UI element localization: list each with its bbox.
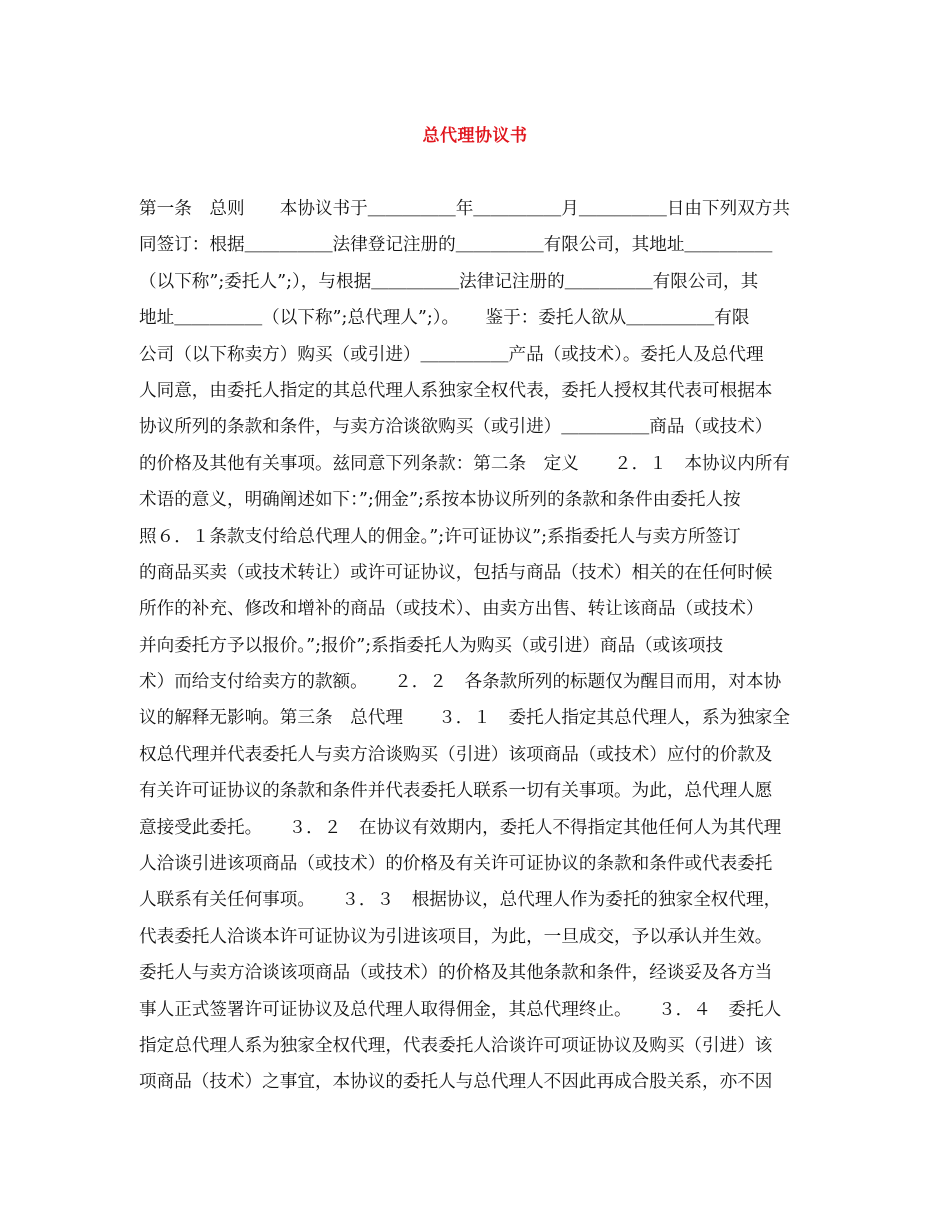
- body-line: 术）而给支付给卖方的款额。 ２．２ 各条款所列的标题仅为醒目而用，对本协: [139, 672, 782, 693]
- body-line: 权总代理并代表委托人与卖方洽谈购买（引进）该项商品（或技术）应付的价款及: [139, 744, 773, 765]
- body-line: 术语的意义，明确阐述如下：”;佣金”;系按本协议所列的条款和条件由委托人按: [139, 490, 741, 511]
- body-line: 所作的补充、修改和增补的商品（或技术）、由卖方出售、转让该商品（或技术）: [139, 599, 764, 620]
- body-line: 第一条 总则 本协议书于＿＿＿＿＿年＿＿＿＿＿月＿＿＿＿＿日由下列双方共: [139, 199, 790, 219]
- body-line: 有关许可证协议的条款和条件并代表委托人联系一切有关事项。为此，总代理人愿: [139, 781, 773, 802]
- body-line: 指定总代理人系为独家全权代理，代表委托人洽谈许可项证协议及购买（引进）该: [139, 1035, 773, 1056]
- body-line: 地址＿＿＿＿＿（以下称”;总代理人”;）。 鉴于：委托人欲从＿＿＿＿＿有限: [139, 308, 750, 329]
- body-line: 议的解释无影响。第三条 总代理 ３．１ 委托人指定其总代理人，系为独家全: [139, 708, 790, 729]
- body-line: 的商品买卖（或技术转让）或许可证协议，包括与商品（技术）相关的在任何时候: [139, 562, 773, 583]
- body-line: 人联系有关任何事项。 ３．３ 根据协议，总代理人作为委托的独家全权代理，: [139, 890, 782, 911]
- body-line: 人洽谈引进该项商品（或技术）的价格及有关许可证协议的条款和条件或代表委托: [139, 854, 773, 875]
- body-line: 项商品（技术）之事宜，本协议的委托人与总代理人不因此再成合股关系，亦不因: [139, 1072, 773, 1093]
- body-line: 的价格及其他有关事项。兹同意下列条款：第二条 定义 ２．１ 本协议内所有: [139, 453, 790, 474]
- body-line: 协议所列的条款和条件，与卖方洽谈欲购买（或引进）＿＿＿＿＿商品（或技术）: [139, 417, 773, 438]
- body-line: 同签订：根据＿＿＿＿＿法律登记注册的＿＿＿＿＿有限公司，其地址＿＿＿＿＿: [139, 235, 773, 256]
- body-line: 意接受此委托。 ３．２ 在协议有效期内，委托人不得指定其他任何人为其代理: [139, 817, 782, 838]
- body-line: 事人正式签署许可证协议及总代理人取得佣金，其总代理终止。 ３．４ 委托人: [139, 999, 782, 1020]
- body-line: 并向委托方予以报价。”;报价”;系指委托人为购买（或引进）商品（或该项技: [139, 635, 724, 656]
- body-line: （以下称”;委托人”;），与根据＿＿＿＿＿法律记注册的＿＿＿＿＿有限公司，其: [139, 271, 759, 292]
- document-body: [139, 191, 819, 1101]
- body-line: 照６．１条款支付给总代理人的佣金。”;许可证协议”;系指委托人与卖方所签订: [139, 526, 741, 547]
- document-title: 总代理协议书: [422, 126, 528, 146]
- body-line: 代表委托人洽谈本许可证协议为引进该项目，为此，一旦成交，予以承认并生效。: [139, 926, 773, 947]
- body-line: 公司（以下称卖方）购买（或引进）＿＿＿＿＿产品（或技术）。委托人及总代理: [139, 344, 764, 365]
- body-line: 委托人与卖方洽谈该项商品（或技术）的价格及其他条款和条件，经谈妥及各方当: [139, 963, 773, 984]
- body-line: 人同意，由委托人指定的其总代理人系独家全权代表，委托人授权其代表可根据本: [139, 380, 773, 401]
